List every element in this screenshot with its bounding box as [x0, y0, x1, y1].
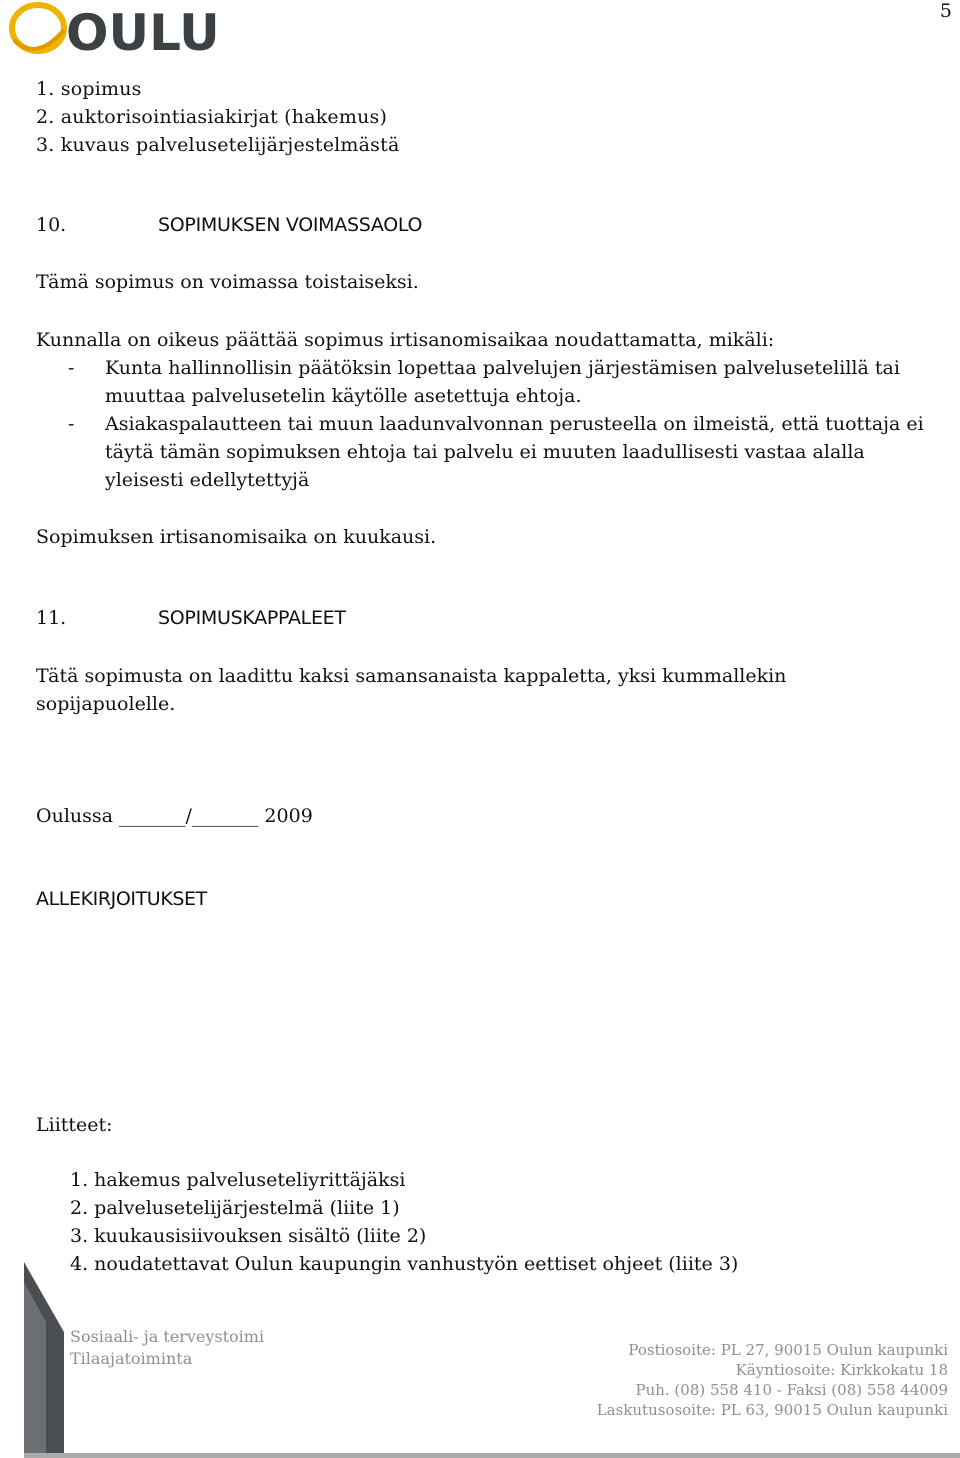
oulu-logo-mark — [6, 0, 220, 62]
list-item: 3. kuvaus palvelusetelijärjestelmästä — [36, 134, 400, 156]
section-11-title: SOPIMUSKAPPALEET — [158, 607, 346, 629]
place-date-line: Oulussa _______/_______ 2009 — [36, 805, 313, 827]
signatures-heading: ALLEKIRJOITUKSET — [36, 888, 207, 910]
list-item: 1. sopimus — [36, 78, 142, 100]
attachment-item: 3. kuukausisiivouksen sisältö (liite 2) — [70, 1225, 427, 1247]
attachments-list — [70, 1166, 738, 1278]
footer-contact — [597, 1340, 948, 1420]
termination-item-text: Asiakaspalautteen tai muun laadunvalvonnan perusteella on ilmeistä, että tuottaja ei täytä tämän sopimuksen ehtoja tai palvelu ei muuten laadullisesti vastaa alalla yleisesti edellytettyjä — [105, 413, 924, 491]
attachment-item: 4. noudatettavat Oulun kaupungin vanhustyön eettiset ohjeet (liite 3) — [70, 1253, 739, 1275]
attachments-heading: Liitteet: — [36, 1114, 113, 1136]
logo-text: OULU — [66, 4, 220, 62]
attachment-item: 1. hakemus palveluseteliyrittäjäksi — [70, 1169, 406, 1191]
footer-unit-name: Tilaajatoiminta — [70, 1349, 193, 1368]
section-10-number: 10. — [36, 214, 67, 236]
termination-item — [68, 410, 938, 494]
footer-department — [70, 1326, 264, 1370]
oulu-logo — [6, 0, 220, 62]
copies-text: Tätä sopimusta on laadittu kaksi samansanaista kappaletta, yksi kummallekin sopijapuolelle. — [36, 665, 787, 715]
footer-department-name: Sosiaali- ja terveystoimi — [70, 1327, 265, 1346]
section-11-number: 11. — [36, 607, 67, 629]
section-10-title: SOPIMUKSEN VOIMASSAOLO — [158, 214, 423, 236]
notice-period-text: Sopimuksen irtisanomisaika on kuukausi. — [36, 526, 437, 548]
dash-marker: - — [68, 357, 75, 379]
footer-postal-address: Postiosoite: PL 27, 90015 Oulun kaupunki — [628, 1341, 948, 1359]
footer-visiting-address: Käyntiosoite: Kirkkokatu 18 — [735, 1361, 948, 1379]
page-number: 5 — [939, 0, 952, 22]
footer-bar — [24, 1453, 960, 1458]
attachment-item: 2. palvelusetelijärjestelmä (liite 1) — [70, 1197, 400, 1219]
list-item: 2. auktorisointiasiakirjat (hakemus) — [36, 106, 388, 128]
termination-item — [68, 354, 938, 410]
validity-text: Tämä sopimus on voimassa toistaiseksi. — [36, 271, 419, 293]
footer-decoration — [24, 1262, 64, 1458]
termination-item-text: Kunta hallinnollisin päätöksin lopettaa palvelujen järjestämisen palvelusetelillä tai muuttaa palvelusetelin käytölle asetettuja ehtoja. — [105, 357, 900, 407]
dash-marker: - — [68, 413, 75, 435]
top-list — [36, 75, 400, 159]
footer-phone-fax: Puh. (08) 558 410 - Faksi (08) 558 44009 — [635, 1381, 948, 1399]
termination-intro: Kunnalla on oikeus päättää sopimus irtisanomisaikaa noudattamatta, mikäli: — [36, 329, 775, 351]
footer-billing-address: Laskutusosoite: PL 63, 90015 Oulun kaupunki — [596, 1401, 948, 1419]
